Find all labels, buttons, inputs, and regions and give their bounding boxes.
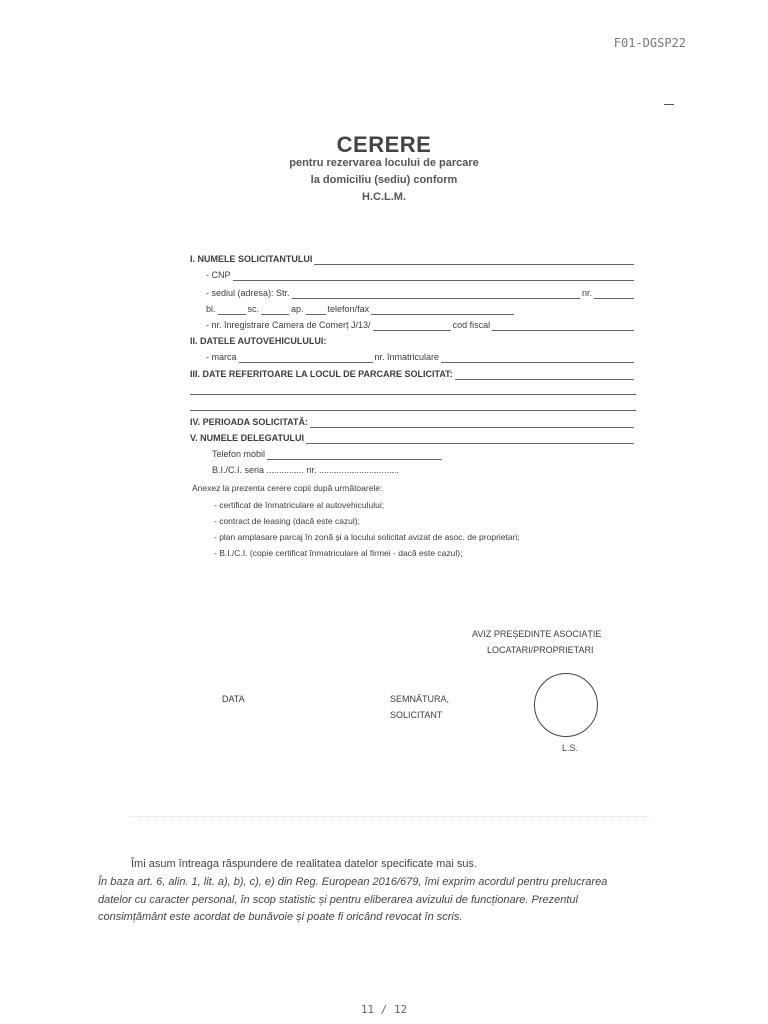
annex-item: - plan amplasare parcaj în zonă și a locului solicitat avizat de asoc. de proprietari; (214, 532, 520, 542)
phone-fax-label: telefon/fax (327, 304, 370, 314)
id-card-row (212, 465, 472, 476)
apartment-field[interactable] (306, 305, 326, 315)
gdpr-consent-line-1: În baza art. 6, alin. 1, lit. a), b), c), e) din Reg. European 2016/679, îmi exprim acordul pentru prelucrarea (98, 876, 608, 888)
id-card-label: B.I./C.I. seria ............... nr. ................................ (212, 465, 400, 475)
section-5-label: V. NUMELE DELEGATULUI (190, 433, 305, 443)
signature-label: SEMNĂTURA, (390, 694, 450, 704)
address-label: - sediul (adresa): Str. (206, 288, 290, 298)
annex-item: - certificat de înmatriculare al autovehiculului; (214, 500, 385, 510)
brand-field[interactable] (239, 353, 373, 363)
applicant-name-field[interactable] (314, 255, 634, 265)
applicant-name-row (190, 254, 636, 265)
responsibility-statement: Îmi asum întreaga răspundere de realitatea datelor specificate mai sus. (131, 858, 478, 870)
association-approval-label: AVIZ PREȘEDINTE ASOCIAȚIE (472, 629, 602, 639)
registration-row (206, 320, 636, 331)
fiscal-code-label: cod fiscal (452, 320, 491, 330)
period-row (190, 417, 636, 428)
parking-details-line-2[interactable] (190, 394, 636, 395)
applicant-label: SOLICITANT (390, 710, 443, 720)
delegate-field[interactable] (306, 434, 634, 444)
mobile-field[interactable] (267, 450, 442, 460)
annex-intro: Anexez la prezenta cerere copii după următoarele: (192, 483, 383, 493)
cnp-label: - CNP (206, 270, 231, 280)
registration-field[interactable] (373, 321, 451, 331)
vehicle-section-row (190, 336, 636, 347)
phone-fax-field[interactable] (371, 305, 514, 315)
street-field[interactable] (292, 289, 580, 299)
stamp-circle (534, 673, 598, 737)
section-4-label: IV. PERIOADA SOLICITATĂ: (190, 417, 309, 427)
mobile-label: Telefon mobil (212, 449, 266, 459)
plate-field[interactable] (441, 353, 634, 363)
cnp-row (206, 270, 636, 281)
subtitle-line-3: H.C.L.M. (362, 191, 406, 203)
subtitle-line-2: la domiciliu (sediu) conform (310, 174, 458, 186)
subtitle-line-1: pentru rezervarea locului de parcare (289, 157, 479, 169)
address-row (206, 288, 636, 299)
staircase-field[interactable] (261, 305, 289, 315)
block-label: bl. (206, 304, 216, 314)
page-number: 11 / 12 (360, 1003, 408, 1016)
building-row (206, 304, 516, 315)
annex-item: - contract de leasing (dacă este cazul); (214, 516, 360, 526)
block-field[interactable] (218, 305, 246, 315)
parking-details-line-3[interactable] (190, 410, 636, 411)
mobile-row (212, 449, 444, 460)
staircase-label: sc. (247, 304, 260, 314)
fiscal-code-field[interactable] (492, 321, 634, 331)
date-label: DATA (222, 694, 245, 704)
cnp-field[interactable] (233, 271, 635, 281)
seal-label: L.S. (562, 743, 579, 753)
document-code: F01-DGSP22 (613, 36, 686, 50)
section-2-label: II. DATELE AUTOVEHICULULUI: (190, 336, 327, 346)
parking-details-field[interactable] (455, 370, 634, 380)
brand-label: - marca (206, 352, 237, 362)
section-3-label: III. DATE REFERITOARE LA LOCUL DE PARCARE SOLICITAT: (190, 369, 453, 379)
number-field[interactable] (594, 289, 634, 299)
annex-item: - B.I./C.I. (copie certificat înmatriculare al firmei - dacă este cazul); (214, 548, 463, 558)
delegate-row (190, 433, 636, 444)
gdpr-consent-line-2: datelor cu caracter personal, în scop statistic și pentru eliberarea avizului de funcționare. Prezentul (98, 894, 578, 906)
section-1-label: I. NUMELE SOLICITANTULUI (190, 254, 313, 264)
document-title: CERERE (336, 132, 432, 157)
corner-mark (664, 104, 674, 105)
period-field[interactable] (310, 418, 634, 428)
faint-divider (130, 816, 650, 817)
registration-label: - nr. înregistrare Camera de Comerț J/13/ (206, 320, 371, 330)
gdpr-consent-line-3: consimțământ este acordat de bunăvoie și poate fi oricând revocat în scris. (98, 911, 463, 923)
apartment-label: ap. (291, 304, 304, 314)
vehicle-row (206, 352, 636, 363)
plate-label: nr. înmatriculare (374, 352, 440, 362)
number-label: nr. (581, 288, 592, 298)
tenants-owners-label: LOCATARI/PROPRIETARI (487, 645, 594, 655)
parking-section-row (190, 369, 636, 380)
